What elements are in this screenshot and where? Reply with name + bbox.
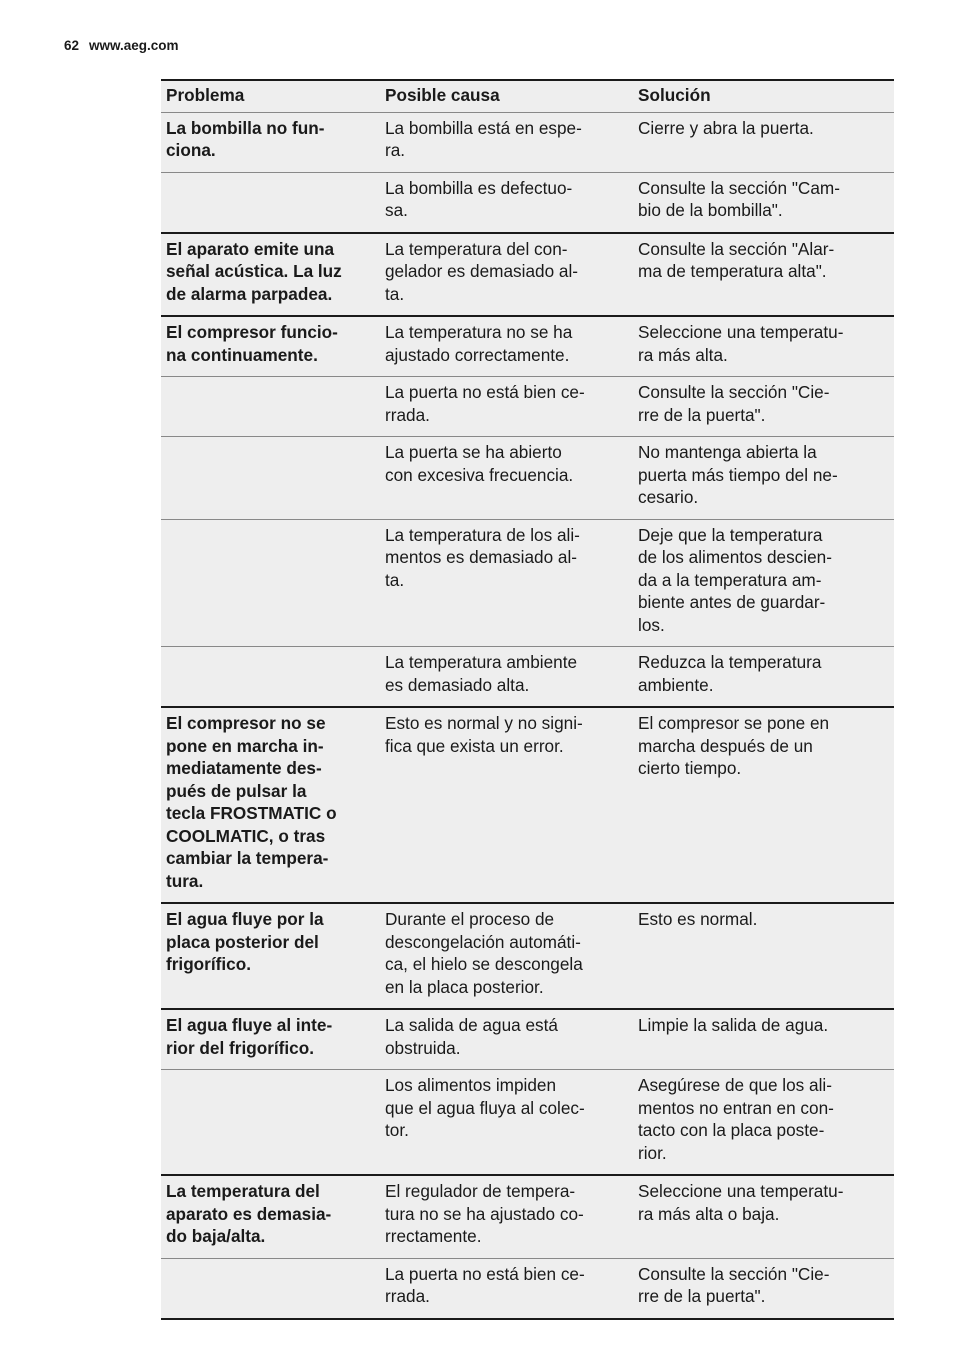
column-header-cause: Posible causa	[380, 80, 633, 112]
solution-cell: Esto es normal.	[633, 903, 894, 1009]
troubleshooting-table	[161, 79, 894, 1320]
table-row	[161, 377, 894, 437]
cause-cell: La temperatura ambiente es demasiado alta.	[380, 647, 633, 708]
site-url: www.aeg.com	[89, 38, 179, 53]
cause-cell: La salida de agua está obstruida.	[380, 1009, 633, 1070]
page-header	[64, 38, 179, 53]
problem-cell: El agua fluye por la placa posterior del frigorífico.	[161, 903, 380, 1009]
problem-cell	[161, 437, 380, 520]
table-row	[161, 112, 894, 172]
solution-cell: Consulte la sección "Cam- bio de la bombilla".	[633, 172, 894, 233]
column-header-solution: Solución	[633, 80, 894, 112]
table-row	[161, 172, 894, 233]
problem-cell	[161, 647, 380, 708]
cause-cell: La temperatura del con- gelador es demasiado al- ta.	[380, 233, 633, 317]
table-row	[161, 903, 894, 1009]
solution-cell: Limpie la salida de agua.	[633, 1009, 894, 1070]
solution-cell: Consulte la sección "Alar- ma de temperatura alta".	[633, 233, 894, 317]
solution-cell: Deje que la temperatura de los alimentos descien- da a la temperatura am- biente antes de guardar- los.	[633, 519, 894, 647]
table-row	[161, 437, 894, 520]
table-row	[161, 233, 894, 317]
problem-cell: La temperatura del aparato es demasia- do baja/alta.	[161, 1175, 380, 1258]
cause-cell: La bombilla está en espe- ra.	[380, 112, 633, 172]
solution-cell: Consulte la sección "Cie- rre de la puerta".	[633, 377, 894, 437]
page-number: 62	[64, 38, 80, 53]
cause-cell: La bombilla es defectuo- sa.	[380, 172, 633, 233]
problem-cell	[161, 172, 380, 233]
problem-cell: El aparato emite una señal acústica. La luz de alarma parpadea.	[161, 233, 380, 317]
solution-cell: Consulte la sección "Cie- rre de la puerta".	[633, 1258, 894, 1319]
table-row	[161, 707, 894, 903]
table-row	[161, 647, 894, 708]
solution-cell: Seleccione una temperatu- ra más alta.	[633, 316, 894, 377]
solution-cell: Seleccione una temperatu- ra más alta o baja.	[633, 1175, 894, 1258]
cause-cell: La puerta no está bien ce- rrada.	[380, 377, 633, 437]
table-row	[161, 1009, 894, 1070]
solution-cell: El compresor se pone en marcha después de un cierto tiempo.	[633, 707, 894, 903]
problem-cell: El agua fluye al inte- rior del frigorífico.	[161, 1009, 380, 1070]
solution-cell: Asegúrese de que los ali- mentos no entran en con- tacto con la placa poste- rior.	[633, 1070, 894, 1176]
table-row	[161, 316, 894, 377]
problem-cell	[161, 1258, 380, 1319]
table-header-row	[161, 80, 894, 112]
cause-cell: El regulador de tempera- tura no se ha ajustado co- rrectamente.	[380, 1175, 633, 1258]
problem-cell: El compresor no se pone en marcha in- mediatamente des- pués de pulsar la tecla FROSTMATIC o COOLMATIC, o tras cambiar la tempera- tura.	[161, 707, 380, 903]
problem-cell	[161, 519, 380, 647]
cause-cell: La temperatura no se ha ajustado correctamente.	[380, 316, 633, 377]
problem-cell	[161, 1070, 380, 1176]
solution-cell: Cierre y abra la puerta.	[633, 112, 894, 172]
cause-cell: La puerta se ha abierto con excesiva frecuencia.	[380, 437, 633, 520]
problem-cell: La bombilla no fun- ciona.	[161, 112, 380, 172]
problem-cell	[161, 377, 380, 437]
cause-cell: Durante el proceso de descongelación automáti- ca, el hielo se descongela en la placa posterior.	[380, 903, 633, 1009]
cause-cell: Esto es normal y no signi- fica que exista un error.	[380, 707, 633, 903]
cause-cell: Los alimentos impiden que el agua fluya al colec- tor.	[380, 1070, 633, 1176]
table-row	[161, 519, 894, 647]
cause-cell: La puerta no está bien ce- rrada.	[380, 1258, 633, 1319]
problem-cell: El compresor funcio- na continuamente.	[161, 316, 380, 377]
cause-cell: La temperatura de los ali- mentos es demasiado al- ta.	[380, 519, 633, 647]
solution-cell: No mantenga abierta la puerta más tiempo del ne- cesario.	[633, 437, 894, 520]
solution-cell: Reduzca la temperatura ambiente.	[633, 647, 894, 708]
table-row	[161, 1175, 894, 1258]
column-header-problem: Problema	[161, 80, 380, 112]
table-row	[161, 1258, 894, 1319]
table-row	[161, 1070, 894, 1176]
